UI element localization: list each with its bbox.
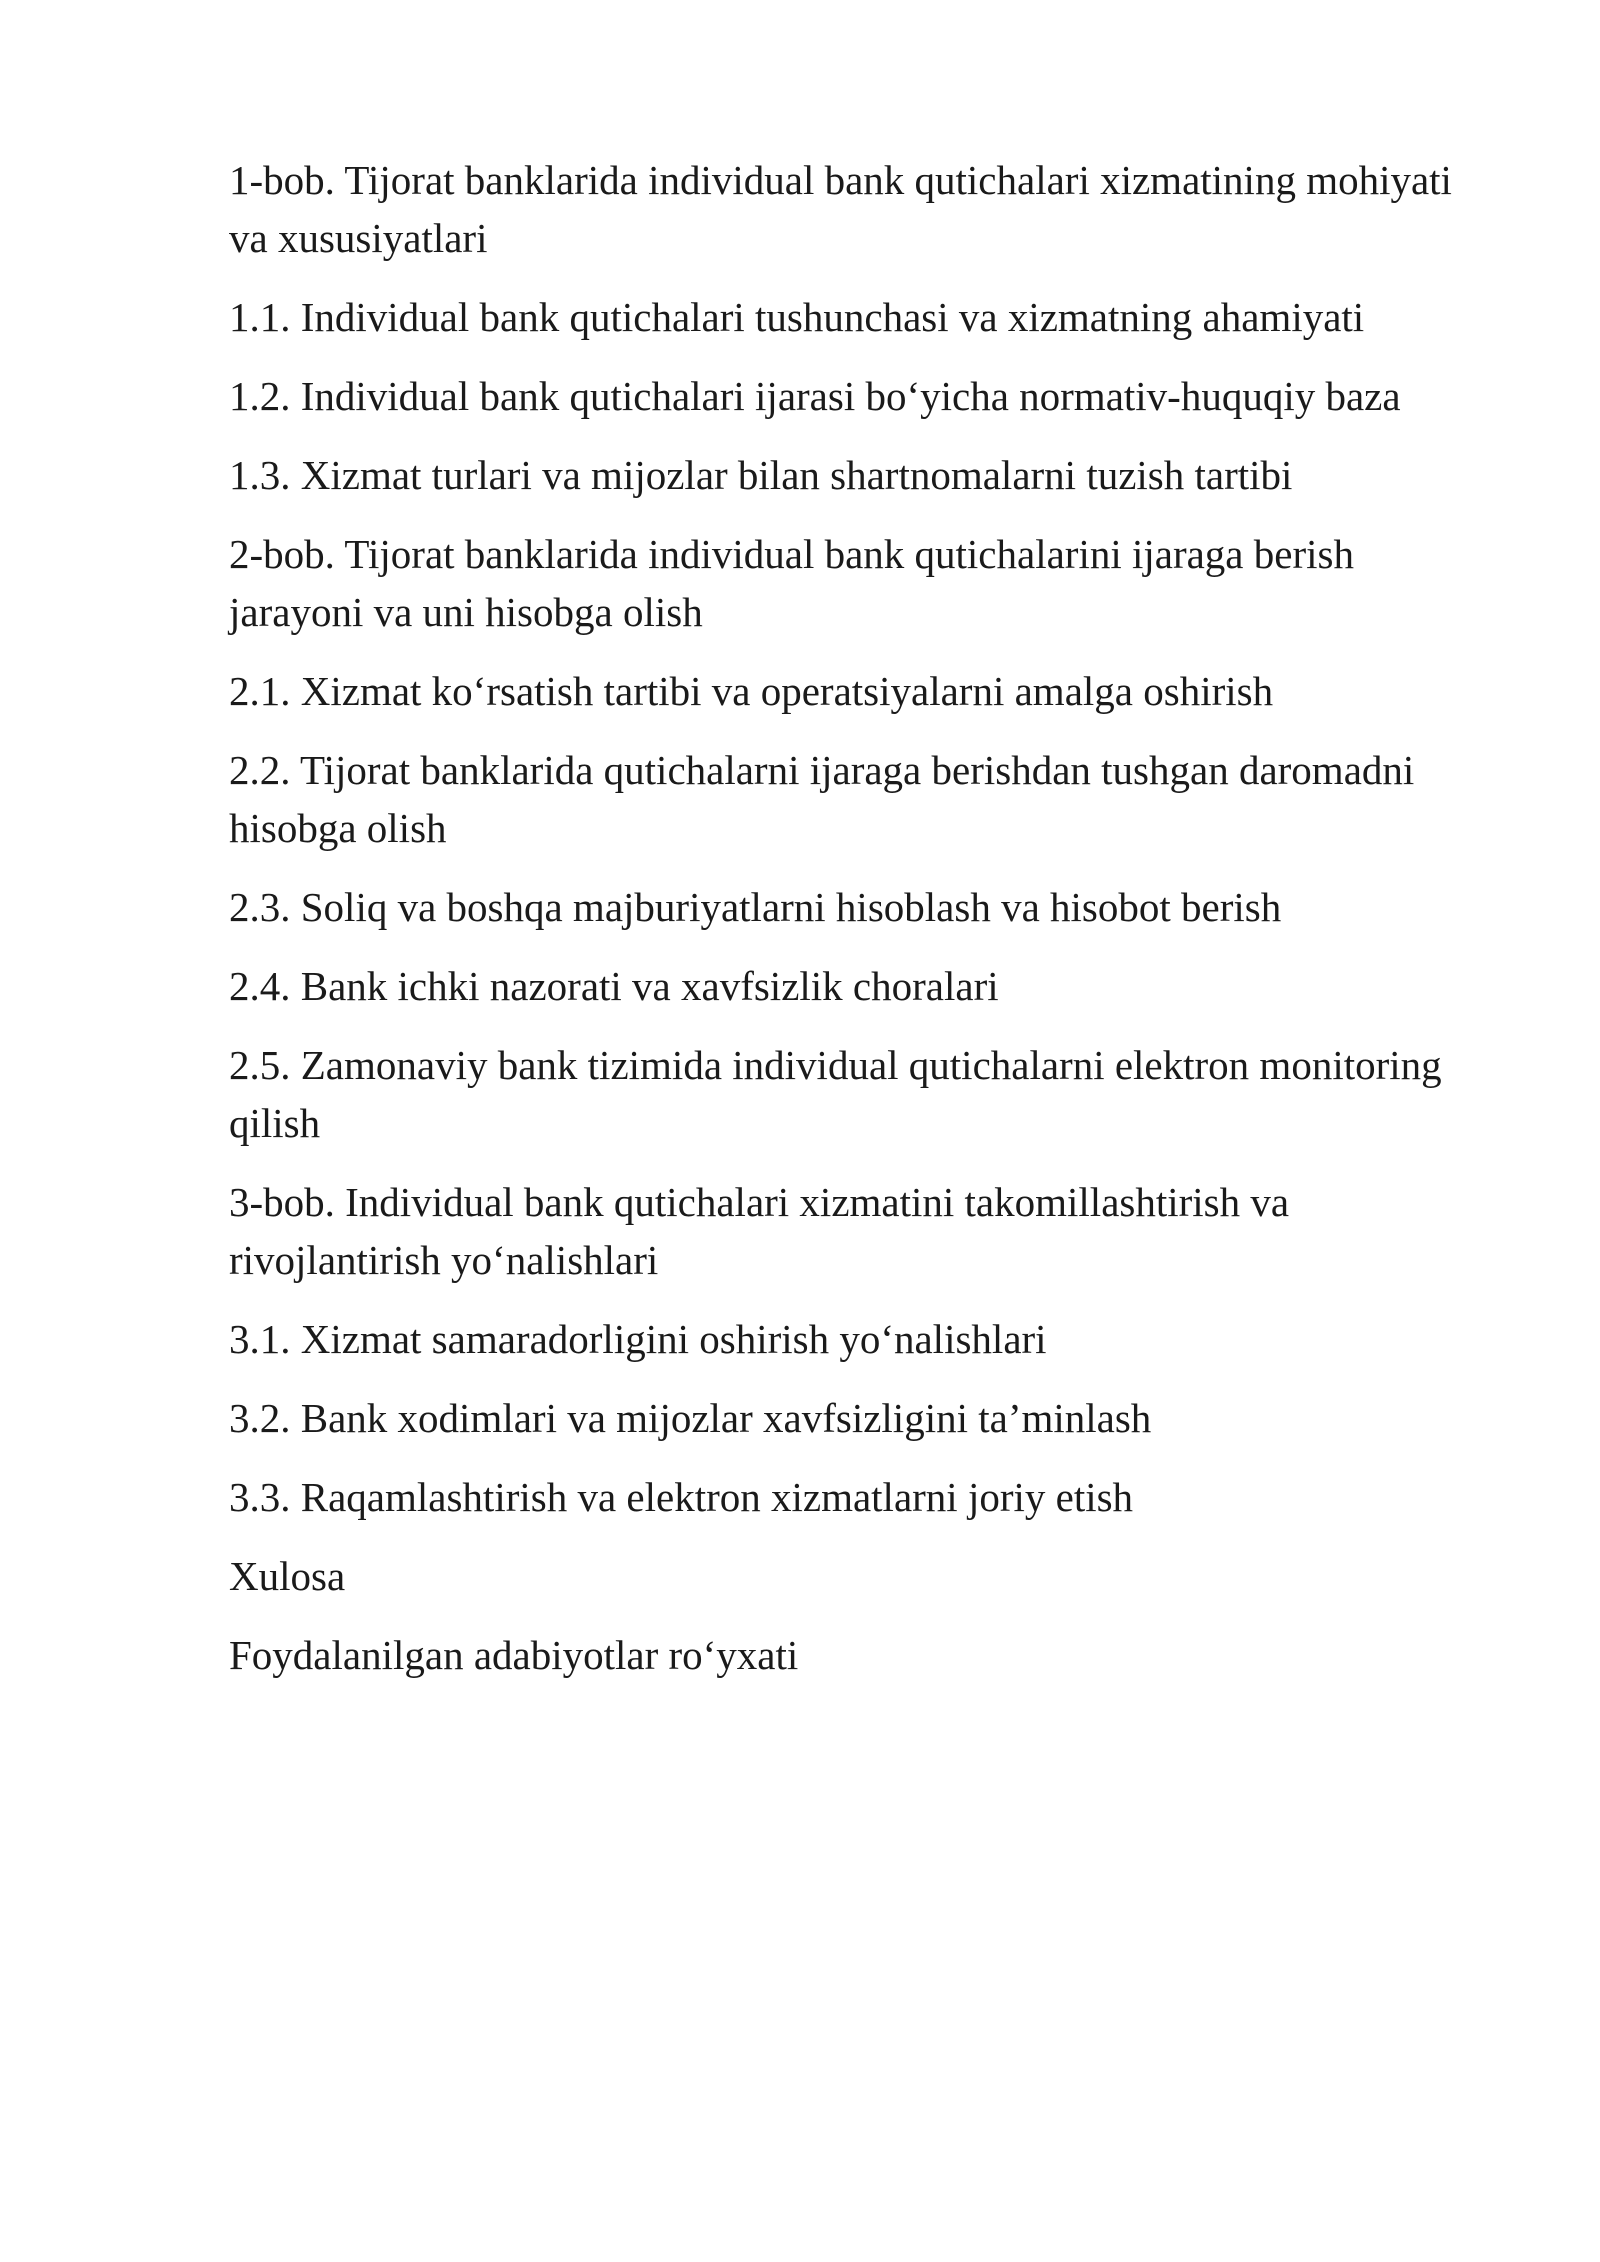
toc-entry-1-3: 1.3. Xizmat turlari va mijozlar bilan shartnomalarni tuzish tartibi <box>229 452 1293 498</box>
toc-entry-chapter-1: 1-bob. Tijorat banklarida individual bank qutichalari xizmatining mohiyati va xususiyatlari <box>229 157 1452 261</box>
toc-entry-3-1: 3.1. Xizmat samaradorligini oshirish yo‘nalishlari <box>229 1316 1047 1362</box>
toc-entry-2-1: 2.1. Xizmat ko‘rsatish tartibi va operatsiyalarni amalga oshirish <box>229 668 1274 714</box>
toc-entry-1-2: 1.2. Individual bank qutichalari ijarasi bo‘yicha normativ-huquqiy baza <box>229 373 1401 419</box>
toc-entry-chapter-3: 3-bob. Individual bank qutichalari xizmatini takomillashtirish va rivojlantirish yo‘nalishlari <box>229 1179 1290 1283</box>
toc-entry-references: Foydalanilgan adabiyotlar ro‘yxati <box>229 1632 799 1678</box>
toc-entry-2-4: 2.4. Bank ichki nazorati va xavfsizlik choralari <box>229 963 999 1009</box>
toc-entry-conclusion: Xulosa <box>229 1553 346 1599</box>
toc-entry-2-5: 2.5. Zamonaviy bank tizimida individual qutichalarni elektron monitoring qilish <box>229 1042 1442 1146</box>
toc-entry-chapter-2: 2-bob. Tijorat banklarida individual bank qutichalarini ijaraga berish jarayoni va uni hisobga olish <box>229 531 1354 635</box>
toc-entry-3-2: 3.2. Bank xodimlari va mijozlar xavfsizligini ta’minlash <box>229 1395 1152 1441</box>
toc-entry-1-1: 1.1. Individual bank qutichalari tushunchasi va xizmatning ahamiyati <box>229 294 1365 340</box>
toc-entry-3-3: 3.3. Raqamlashtirish va elektron xizmatlarni joriy etish <box>229 1474 1134 1520</box>
table-of-contents <box>229 151 1489 1705</box>
toc-entry-2-2: 2.2. Tijorat banklarida qutichalarni ijaraga berishdan tushgan daromadni hisobga olish <box>229 747 1415 851</box>
toc-entry-2-3: 2.3. Soliq va boshqa majburiyatlarni hisoblash va hisobot berish <box>229 884 1282 930</box>
